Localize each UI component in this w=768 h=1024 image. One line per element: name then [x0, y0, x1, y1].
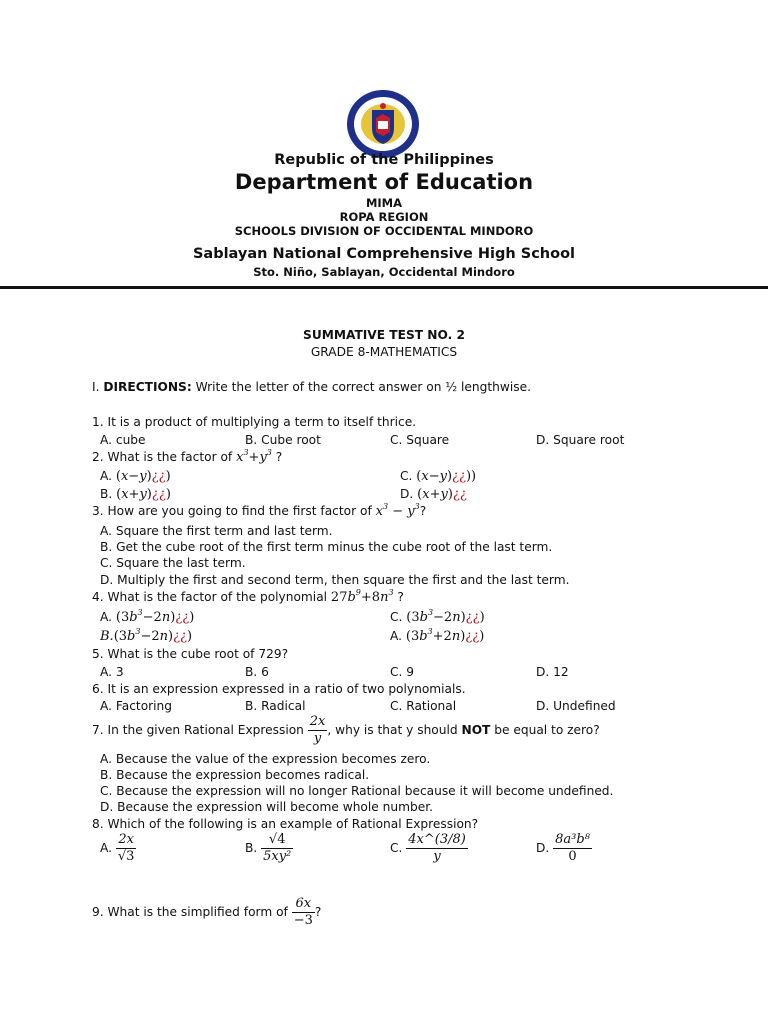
q1-option-b: B. Cube root — [245, 433, 321, 447]
school-name: Sablayan National Comprehensive High School — [192, 246, 576, 262]
q6-option-a: A. Factoring — [100, 699, 173, 713]
school-address: Sto. Niño, Sablayan, Occidental Mindoro — [253, 265, 515, 279]
question-9: 9. What is the simplified form of $\frac{6x}{-3}$ ? — [92, 896, 322, 928]
deped-seal-icon — [345, 88, 421, 160]
q4-option-a: A. $(3b^3-2n)¿¿$) — [100, 608, 195, 625]
q7-fraction: $\frac{2x}{y}$ — [309, 714, 326, 746]
q8-option-a: A. $\frac{2x}{√3}$ — [100, 832, 135, 864]
q8-option-c: C. $\frac{4x\^{}(3/8)}{y}$ — [390, 832, 466, 864]
question-6: 6. It is an expression expressed in a ratio of two polynomials. — [92, 682, 466, 696]
q5-option-a: A. 3 — [100, 665, 124, 679]
question-2: 2. What is the factor of $x^3+y^3$ ? — [92, 448, 283, 465]
q4-option-d: A. $(3b^3+2n)¿¿$) — [390, 627, 485, 644]
region-line2: ROPA REGION — [339, 210, 429, 224]
q1-option-a: A. cube — [100, 433, 146, 447]
q7-option-a: A. Because the value of the expression becomes zero. — [100, 752, 431, 766]
question-7: 7. In the given Rational Expression $\frac{2x}{y}$ , why is that y should NOT be equal to zero? — [92, 714, 600, 746]
q7-option-d: D. Because the expression will become whole number. — [100, 800, 433, 814]
q7-option-c: C. Because the expression will no longer Rational because it will become undefined. — [100, 784, 614, 798]
q4-option-c: C. $(3b^3-2n)¿¿$) — [390, 608, 485, 625]
q5-option-b: B. 6 — [245, 665, 269, 679]
directions: I. DIRECTIONS: Write the letter of the correct answer on ½ lengthwise. — [92, 380, 531, 394]
q1-option-c: C. Square — [390, 433, 450, 447]
test-subject: GRADE 8-MATHEMATICS — [310, 345, 458, 359]
q8-option-d: D. $\frac{\text{8a³b⁸}}{0}$ — [536, 832, 590, 864]
department-heading: Department of Education — [234, 170, 534, 194]
q1-option-d: D. Square root — [536, 433, 625, 447]
q5-option-c: C. 9 — [390, 665, 415, 679]
q6-option-b: B. Radical — [245, 699, 306, 713]
q2-option-c: C. (x−y)¿¿)) — [400, 469, 477, 484]
header-divider — [0, 286, 768, 289]
q6-option-c: C. Rational — [390, 699, 457, 713]
question-5: 5. What is the cube root of 729? — [92, 647, 289, 661]
question-3: 3. How are you going to find the first factor of $x^3 - y^3$? — [92, 502, 427, 519]
q4-option-b: $B.(3b^3-2n)¿¿$) — [100, 627, 193, 644]
q3-option-c: C. Square the last term. — [100, 556, 246, 570]
q3-option-a: A. Square the first term and last term. — [100, 524, 333, 538]
q6-option-d: D. Undefined — [536, 699, 616, 713]
question-4: 4. What is the factor of the polynomial $27b^9+8n^3$ ? — [92, 588, 404, 605]
division-heading: SCHOOLS DIVISION OF OCCIDENTAL MINDORO — [234, 224, 534, 238]
q3-option-b: B. Get the cube root of the first term minus the cube root of the last term. — [100, 540, 553, 554]
question-8: 8. Which of the following is an example of Rational Expression? — [92, 817, 479, 831]
q2-option-b: B. (x+y)¿¿) — [100, 487, 171, 502]
q2-option-a: A. (x−y)¿¿) — [100, 469, 171, 484]
q3-option-d: D. Multiply the first and second term, then square the first and the last term. — [100, 573, 570, 587]
test-title: SUMMATIVE TEST NO. 2 — [303, 328, 465, 342]
region-line1: MIMA — [365, 196, 403, 210]
q9-fraction: $\frac{6x}{-3}$ — [293, 896, 313, 928]
q8-option-b: B. $\frac{√4}{\text{5xy²}}$ — [245, 832, 292, 864]
question-1: 1. It is a product of multiplying a term to itself thrice. — [92, 415, 417, 429]
republic-heading: Republic of the Philippines — [274, 152, 494, 168]
q2-option-d: D. (x+y)¿¿ — [400, 487, 467, 502]
q5-option-d: D. 12 — [536, 665, 569, 679]
q7-option-b: B. Because the expression becomes radical. — [100, 768, 370, 782]
